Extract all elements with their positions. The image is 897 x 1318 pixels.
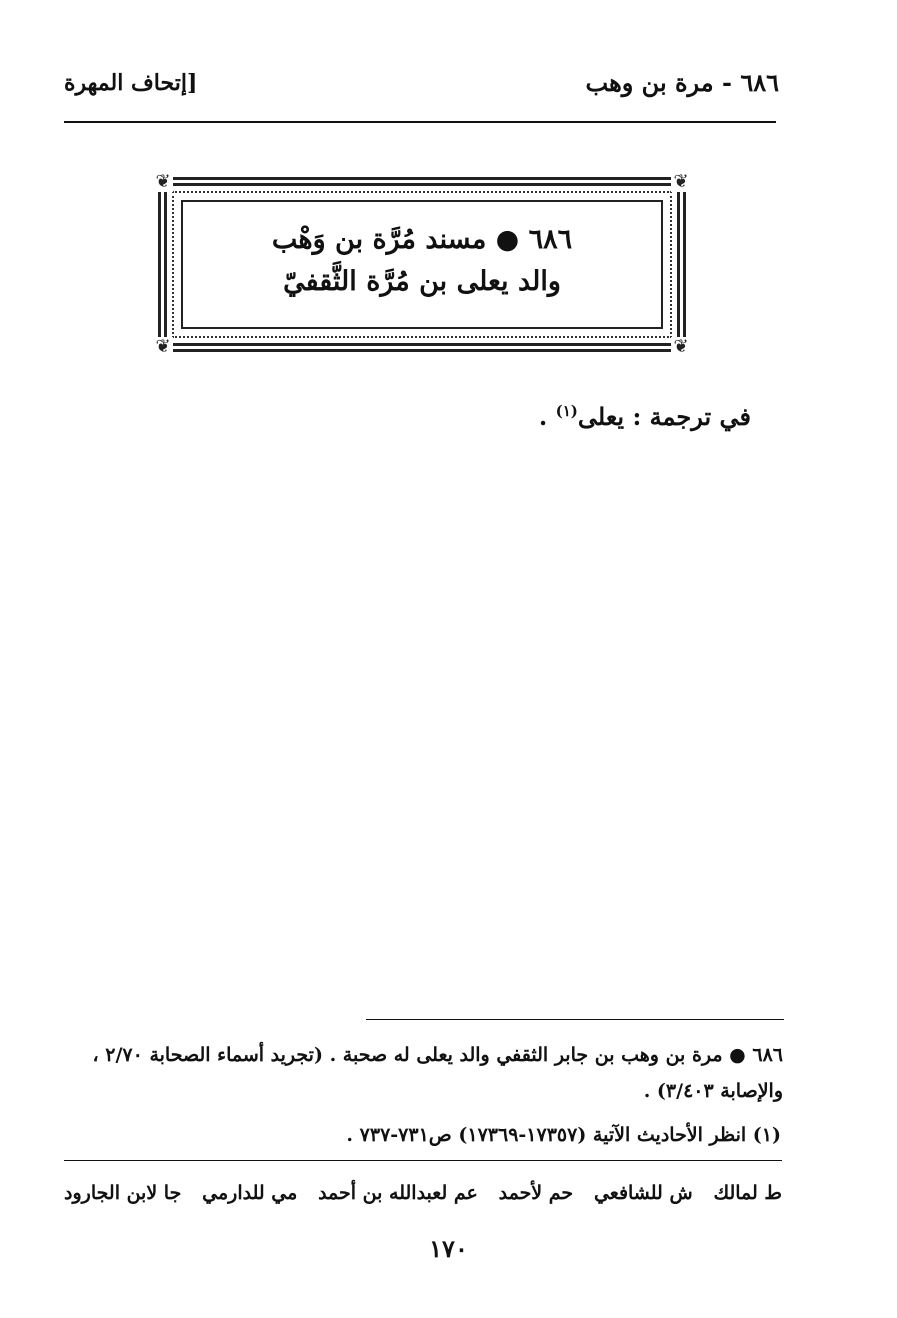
key-item: جا لابن الجارود [64,1182,182,1204]
key-item: ط لمالك [713,1182,782,1204]
musnad-title [167,220,677,304]
footnote-divider [366,1019,784,1020]
musnad-title-line-1: ٦٨٦ ● مسند مُرَّة بن وَهْب [271,224,573,255]
title-ornament-frame [155,171,689,357]
key-item: حم لأحمد [498,1182,574,1204]
body-text: في ترجمة : يعلى [577,402,751,431]
body-text-end: . [538,402,556,431]
running-header-book-title: [إتحاف المهرة [64,70,198,96]
body-paragraph [539,402,751,431]
key-item: عم لعبدالله بن أحمد [318,1182,478,1204]
abbreviation-key [64,1178,782,1208]
footnote-entry-line-1: ٦٨٦ ● مرة بن وهب بن جابر الثقفي والد يعلى له صحبة . (تجريد أسماء الصحابة ٢/٧٠ ، [92,1044,783,1066]
leaf-ornament-icon: ❦ [153,172,173,192]
key-item: ش للشافعي [593,1182,693,1204]
leaf-ornament-icon: ❦ [153,337,173,357]
key-divider [64,1160,782,1161]
page-number: ١٧٠ [429,1234,468,1263]
leaf-ornament-icon: ❦ [671,337,691,357]
leaf-ornament-icon: ❦ [671,172,691,192]
header-divider [64,121,776,123]
footnote-1: (١) انظر الأحاديث الآتية (١٧٣٥٧-١٧٣٦٩) ص٧٣١-٧٣٧ . [346,1124,781,1146]
footnote-reference-marker[interactable]: (١) [555,402,578,420]
footnote-entry-line-2: والإصابة ٣/٤٠٣) . [643,1080,783,1102]
running-header-entry: ٦٨٦ - مرة بن وهب [585,68,779,97]
musnad-title-line-2: والد يعلى بن مُرَّة الثَّقفيّ [283,266,561,297]
key-item: مي للدارمي [202,1182,298,1204]
